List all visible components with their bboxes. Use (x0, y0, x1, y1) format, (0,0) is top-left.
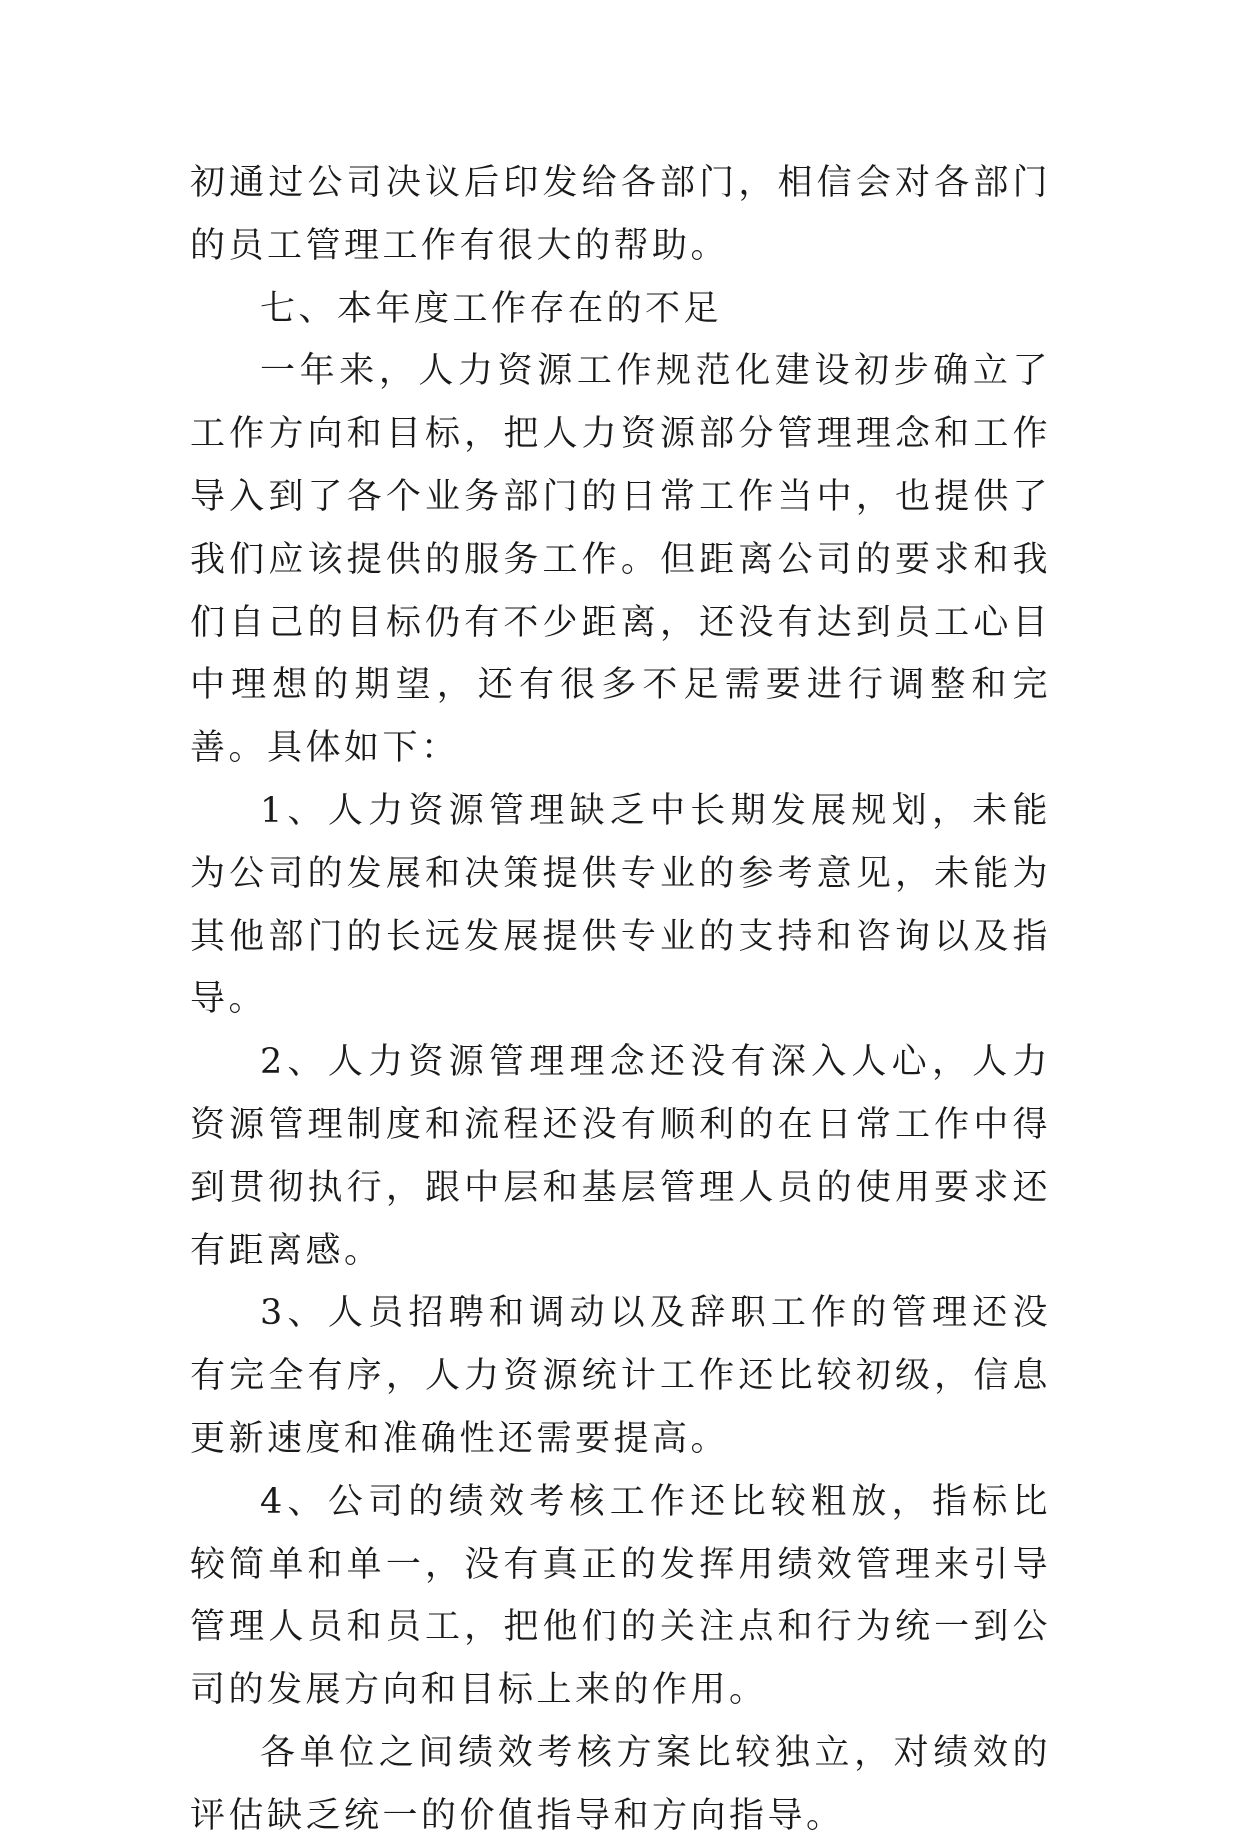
list-item-4: 4、公司的绩效考核工作还比较粗放，指标比较简单和单一，没有真正的发挥用绩效管理来引导管理人员和员工，把他们的关注点和行为统一到公司的发展方向和目标上来的作用。 (190, 1481, 1051, 1711)
section-heading: 七、本年度工作存在的不足 (260, 288, 723, 329)
body-text (190, 152, 1051, 1848)
paragraph-intro: 一年来，人力资源工作规范化建设初步确立了工作方向和目标，把人力资源部分管理理念和工作导入到了各个业务部门的日常工作当中，也提供了我们应该提供的服务工作。但距离公司的要求和我们自己的目标仍有不少距离，还没有达到员工心目中理想的期望，还有很多不足需要进行调整和完善。具体如下： (190, 351, 1051, 769)
list-item-3: 3、人员招聘和调动以及辞职工作的管理还没有完全有序，人力资源统计工作还比较初级，信息更新速度和准确性还需要提高。 (190, 1293, 1051, 1459)
paragraph-continuation: 初通过公司决议后印发给各部门，相信会对各部门的员工管理工作有很大的帮助。 (190, 163, 1051, 266)
list-item-2: 2、人力资源管理理念还没有深入人心，人力资源管理制度和流程还没有顺利的在日常工作中得到贯彻执行，跟中层和基层管理人员的使用要求还有距离感。 (190, 1042, 1051, 1271)
paragraph-closing: 各单位之间绩效考核方案比较独立，对绩效的评估缺乏统一的价值指导和方向指导。 (190, 1732, 1051, 1836)
list-item-1: 1、人力资源管理缺乏中长期发展规划，未能为公司的发展和决策提供专业的参考意见，未能为其他部门的长远发展提供专业的支持和咨询以及指导。 (190, 790, 1051, 1020)
